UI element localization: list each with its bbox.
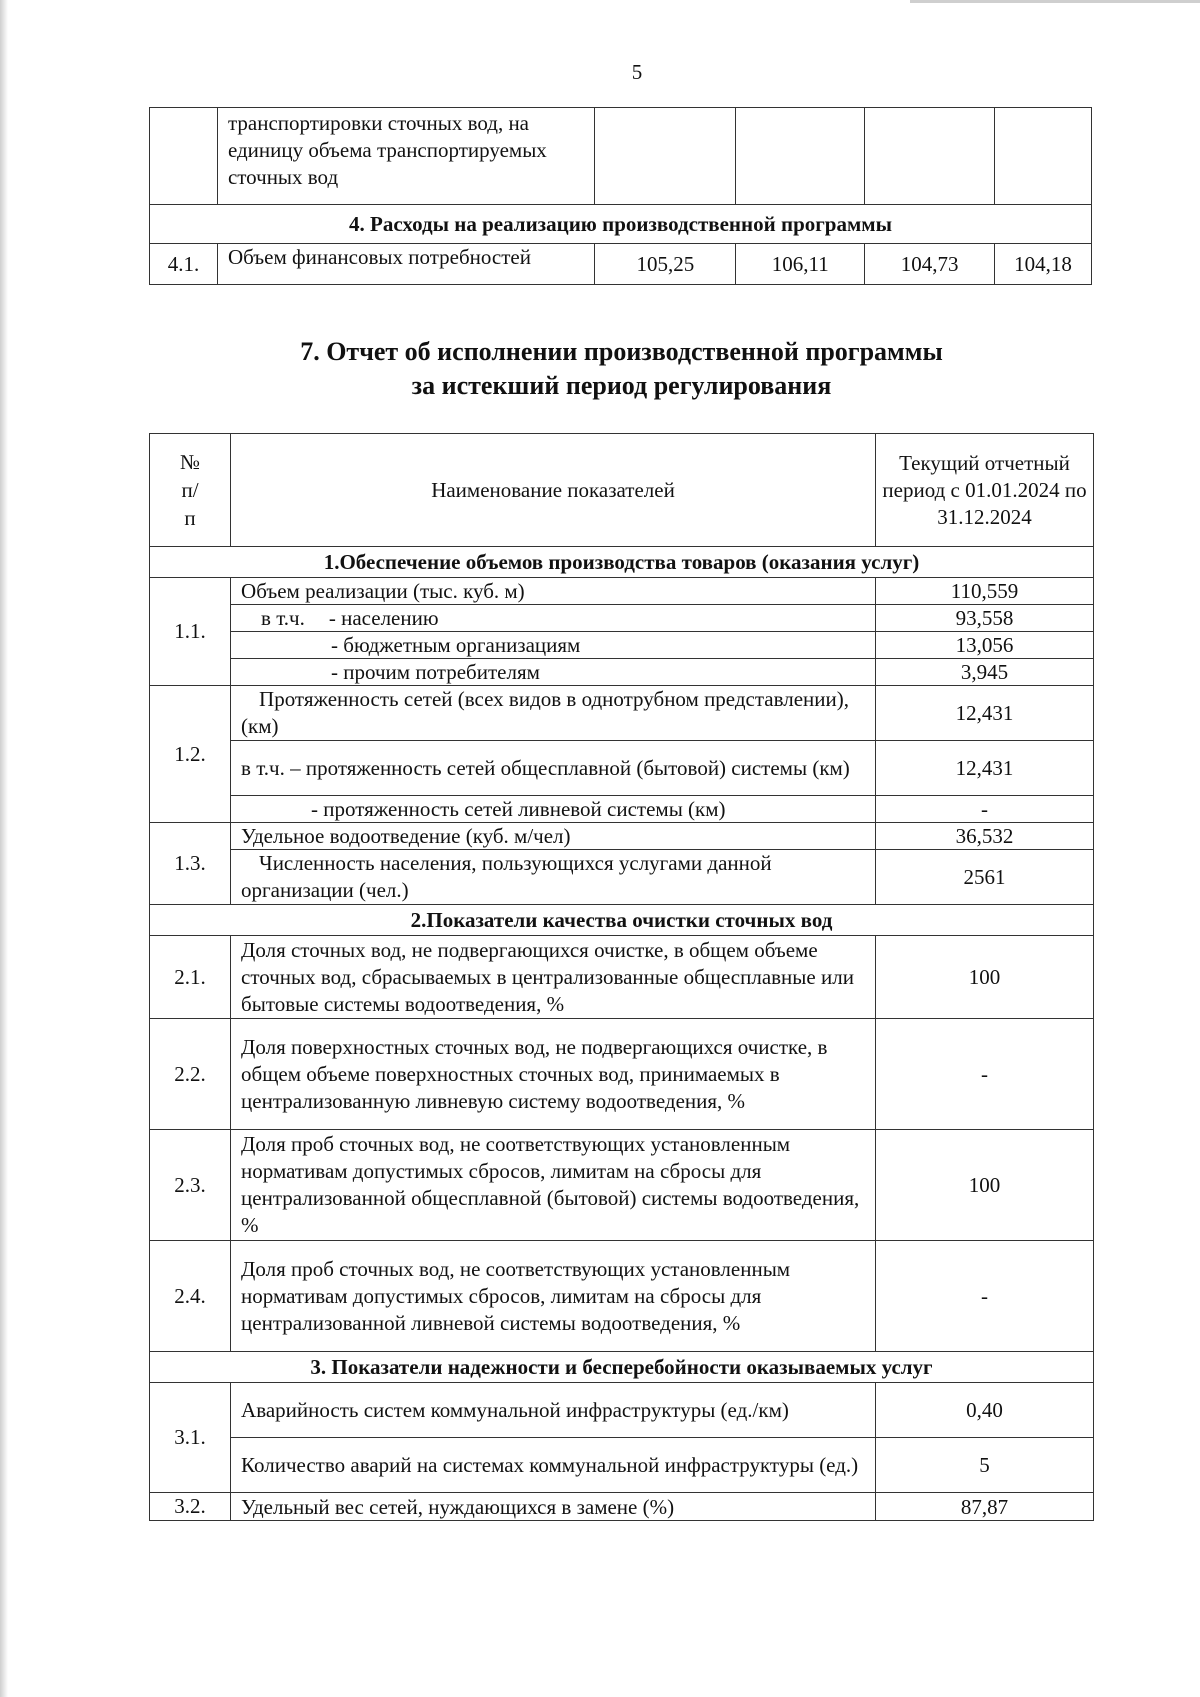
scan-edge-top <box>910 0 1200 3</box>
cell-num: 2.2. <box>150 1019 231 1130</box>
cell-value <box>595 108 736 205</box>
report-table <box>149 433 1094 1521</box>
table-row <box>150 1019 1094 1130</box>
cell-num: 1.2. <box>150 686 231 823</box>
cell-name <box>231 605 876 632</box>
header-row <box>150 434 1094 547</box>
table-row <box>150 108 1092 205</box>
cell-value <box>736 108 865 205</box>
cell-value: 36,532 <box>875 823 1093 850</box>
cell-value: 100 <box>875 1130 1093 1241</box>
cell-name: - прочим потребителям <box>231 659 876 686</box>
header-name: Наименование показателей <box>231 434 876 547</box>
cell-value: 106,11 <box>736 244 865 285</box>
cell-value: - <box>875 796 1093 823</box>
table-row <box>150 1493 1094 1521</box>
cell-num: 1.1. <box>150 578 231 686</box>
table-row <box>150 1241 1094 1352</box>
cell-value: 104,73 <box>865 244 995 285</box>
cell-num <box>150 108 218 205</box>
cell-name: Удельное водоотведение (куб. м/чел) <box>231 823 876 850</box>
cell-value: 104,18 <box>995 244 1092 285</box>
cell-num: 3.2. <box>150 1493 231 1521</box>
section-1-heading: 1.Обеспечение объемов производства товаров (оказания услуг) <box>150 547 1094 578</box>
cell-value: 12,431 <box>875 686 1093 741</box>
header-num: № п/п <box>150 434 231 547</box>
cell-name: Удельный вес сетей, нуждающихся в замене (%) <box>231 1493 876 1521</box>
cell-num: 2.1. <box>150 936 231 1019</box>
section-title-line-1: 7. Отчет об исполнении производственной программы <box>300 337 943 366</box>
cell-name-text: - населению <box>328 606 439 630</box>
table-row <box>150 632 1094 659</box>
table-row <box>150 605 1094 632</box>
cell-name: - протяженность сетей ливневой системы (км) <box>231 796 876 823</box>
table-row <box>150 1130 1094 1241</box>
cell-num: 3.1. <box>150 1383 231 1493</box>
cell-name: Объем реализации (тыс. куб. м) <box>231 578 876 605</box>
cell-value: - <box>875 1019 1093 1130</box>
cell-num: 1.3. <box>150 823 231 905</box>
table-row <box>150 796 1094 823</box>
cell-value <box>995 108 1092 205</box>
cell-value <box>865 108 995 205</box>
cell-value: 87,87 <box>875 1493 1093 1521</box>
cell-name: Доля сточных вод, не подвергающихся очистке, в общем объеме сточных вод, сбрасываемых в централизованные общесплавные или бытовые системы водоотведения, % <box>231 936 876 1019</box>
cell-name: Аварийность систем коммунальной инфраструктуры (ед./км) <box>231 1383 876 1438</box>
cell-num: 2.3. <box>150 1130 231 1241</box>
cell-name: Доля поверхностных сточных вод, не подвергающихся очистке, в общем объеме поверхностных сточных вод, принимаемых в централизованную ливневую систему водоотведения, % <box>231 1019 876 1130</box>
section-row <box>150 905 1094 936</box>
cell-value: 93,558 <box>875 605 1093 632</box>
cell-name: Численность населения, пользующихся услугами данной организации (чел.) <box>231 850 876 905</box>
cell-name: Доля проб сточных вод, не соответствующих установленным нормативам допустимых сбросов, лимитам на сбросы для централизованной общесплавной (бытовой) системы водоотведения, % <box>231 1130 876 1241</box>
table-row <box>150 578 1094 605</box>
scan-edge-left <box>0 0 8 1697</box>
cell-value: 0,40 <box>875 1383 1093 1438</box>
cell-value: 3,945 <box>875 659 1093 686</box>
table-row <box>150 244 1092 285</box>
cell-num: 4.1. <box>150 244 218 285</box>
cell-name: транспортировки сточных вод, на единицу объема транспортируемых сточных вод <box>217 108 595 205</box>
cell-name: Количество аварий на системах коммунальной инфраструктуры (ед.) <box>231 1438 876 1493</box>
section-2-heading: 2.Показатели качества очистки сточных вод <box>150 905 1094 936</box>
cell-name: - бюджетным организациям <box>231 632 876 659</box>
table-row <box>150 1438 1094 1493</box>
section-row <box>150 1352 1094 1383</box>
cell-value: 12,431 <box>875 741 1093 796</box>
table-row <box>150 686 1094 741</box>
section-4-heading: 4. Расходы на реализацию производственной программы <box>150 205 1092 244</box>
section-row <box>150 205 1092 244</box>
cell-name: Доля проб сточных вод, не соответствующих установленным нормативам допустимых сбросов, лимитам на сбросы для централизованной ливневой системы водоотведения, % <box>231 1241 876 1352</box>
section-title <box>149 335 1094 403</box>
cell-value: 110,559 <box>875 578 1093 605</box>
cell-name: в т.ч. – протяженность сетей общесплавной (бытовой) системы (км) <box>231 741 876 796</box>
cell-value: 105,25 <box>595 244 736 285</box>
table-row <box>150 936 1094 1019</box>
section-row <box>150 547 1094 578</box>
table-row <box>150 1383 1094 1438</box>
page-number: 5 <box>631 60 643 84</box>
cell-value: 13,056 <box>875 632 1093 659</box>
cell-value: 2561 <box>875 850 1093 905</box>
table-row <box>150 741 1094 796</box>
section-3-heading: 3. Показатели надежности и бесперебойности оказываемых услуг <box>150 1352 1094 1383</box>
header-period: Текущий отчетный период с 01.01.2024 по 31.12.2024 <box>875 434 1093 547</box>
table-row <box>150 823 1094 850</box>
table-row <box>150 850 1094 905</box>
cell-value: - <box>875 1241 1093 1352</box>
cell-num: 2.4. <box>150 1241 231 1352</box>
section-title-line-2: за истекший период регулирования <box>411 371 832 400</box>
cell-name: Протяженность сетей (всех видов в однотрубном представлении), (км) <box>231 686 876 741</box>
cell-name: Объем финансовых потребностей <box>217 244 595 285</box>
table-row <box>150 659 1094 686</box>
cell-value: 100 <box>875 936 1093 1019</box>
table-continuation <box>149 107 1092 285</box>
cell-value: 5 <box>875 1438 1093 1493</box>
cell-name-prefix: в т.ч. <box>261 606 305 630</box>
